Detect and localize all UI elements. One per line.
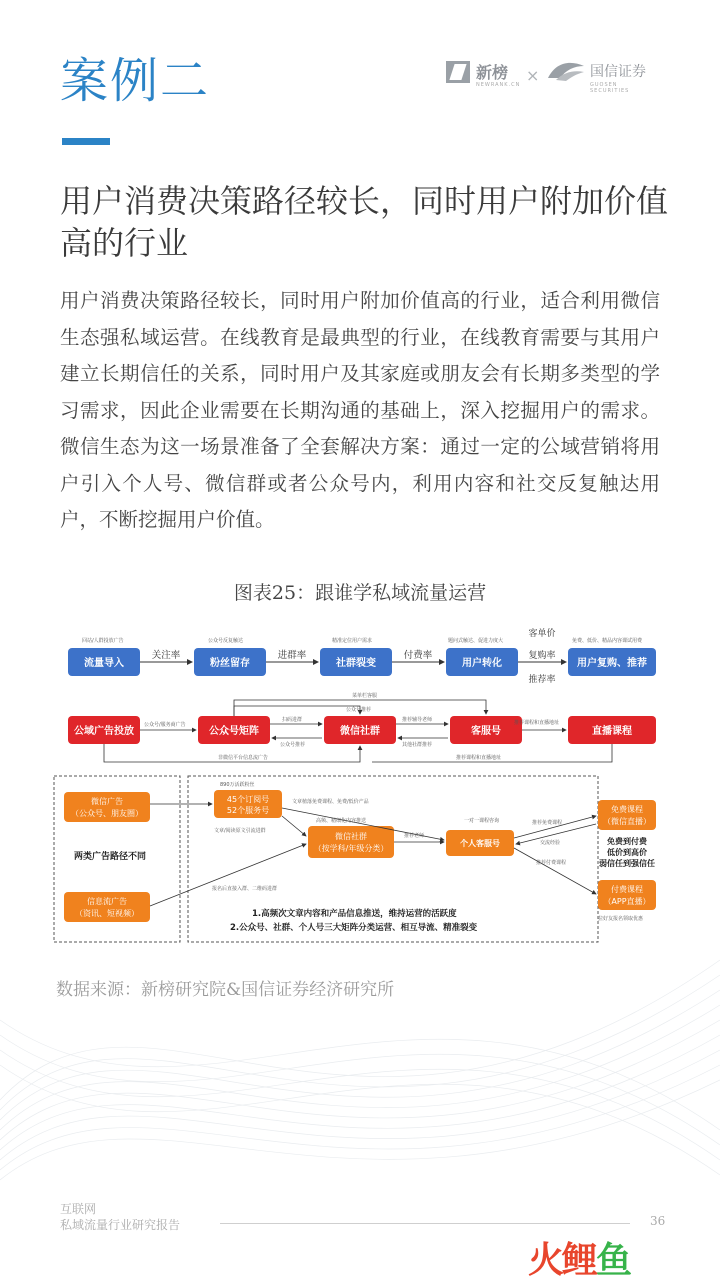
note-row2-j: 推荐课程和直播地址 xyxy=(456,755,502,761)
box-official-l1: 45个订阅号 xyxy=(226,795,270,804)
box-community xyxy=(308,826,394,858)
note-row1-e: 免费、低价、精品内容课试用费 xyxy=(572,638,643,644)
newrank-mark-icon xyxy=(446,61,470,83)
guosen-mark-icon xyxy=(546,60,586,82)
brand-logos xyxy=(446,60,686,94)
note-row2-c: 公众号/服务商广告 xyxy=(144,722,186,728)
label-repurchase-rate: 复购率 xyxy=(528,651,556,661)
conversion-l2: 低价到高价 xyxy=(607,848,647,857)
box-free-l2: （微信直播） xyxy=(603,817,651,826)
node-user-conversion-label: 用户转化 xyxy=(462,658,502,669)
times-sign: × xyxy=(526,66,540,85)
node-live-course-label: 直播课程 xyxy=(592,726,632,737)
box-paid-l1: 付费课程 xyxy=(611,885,643,894)
body-paragraph: 用户消费决策路径较长，同时用户附加价值高的行业，适合利用微信生态强私域运营。在线教育是最典型的行业，在线教育需要与其用户建立长期信任的关系，同时用户及其家庭或朋友会有长期多类型的学习需求，因此企业需要在长期沟通的基础上，深入挖掘用户的需求。微信生态为这一场景准备了全套解决方案：通过一定的公域营销将用户引入个人号、微信群或者公众号内，利用内容和社交反复触达用户，不断挖掘用户价值。 xyxy=(60,289,660,531)
note-row2-g: 其他社群推荐 xyxy=(402,742,433,748)
box-wechat-ads-l2: （公众号、朋友圈） xyxy=(71,809,143,818)
case-title: 案例二 xyxy=(60,53,211,109)
footer-category: 互联网 xyxy=(60,1202,97,1216)
node-service-account-label: 客服号 xyxy=(471,726,501,737)
conversion-l3: 弱信任到强信任 xyxy=(599,859,655,868)
label-join-rate: 进群率 xyxy=(277,650,307,661)
conversion-l1: 免费到付费 xyxy=(607,837,647,846)
node-repurchase-label: 用户复购、推荐 xyxy=(577,658,647,669)
note-row2-b: 公众号推荐 xyxy=(346,707,372,713)
newrank-logo: 新榜 NEWRANK.CN xyxy=(446,60,508,83)
box-personal-label: 个人客服号 xyxy=(460,839,500,848)
note-b-4: 一对一课程咨询 xyxy=(464,818,500,824)
footer-report-title: 私域流量行业研究报告 xyxy=(60,1218,181,1232)
label-pay-rate: 付费率 xyxy=(403,650,433,661)
box-community-l2: （按学科/年级分类） xyxy=(313,844,389,853)
note-row1-c: 精准定位用户需求 xyxy=(332,638,373,644)
node-community-fission-label: 社群裂变 xyxy=(336,658,376,669)
box-official-l2: 52个服务号 xyxy=(226,806,270,815)
box-community-l1: 微信社群 xyxy=(335,832,367,841)
guosen-logo: 国信证券 GUOSEN SECURITIES xyxy=(546,60,646,82)
watermark-logo: 火鲤鱼 xyxy=(528,1240,631,1281)
note-row1-b: 公众号反复触达 xyxy=(208,638,244,644)
node-official-matrix-label: 公众号矩阵 xyxy=(209,726,259,737)
note-b-8: 报名后直接入群、二维码进群 xyxy=(212,886,278,892)
note-b-6: 交流经验 xyxy=(540,840,561,846)
headline: 用户消费决策路径较长，同时用户附加价值高的行业 xyxy=(60,182,669,262)
footer-divider xyxy=(220,1223,630,1224)
node-public-ads-label: 公域广告投放 xyxy=(74,726,134,737)
box-free-l1: 免费课程 xyxy=(611,805,643,814)
note-b-3: 推荐老师 xyxy=(404,833,425,839)
box-feed-ads-l1: 信息流广告 xyxy=(87,897,127,906)
label-referral-rate: 推荐率 xyxy=(528,675,556,685)
note-row2-a: 菜单栏客服 xyxy=(352,693,378,699)
label-avg-order: 客单价 xyxy=(528,629,556,639)
left-label: 两类广告路径不同 xyxy=(73,852,147,862)
note-b-9: 拉好友报名领取优惠 xyxy=(598,916,644,922)
page-number: 36 xyxy=(650,1214,666,1228)
note-row2-f: 推荐辅导老师 xyxy=(402,717,433,723)
accent-bar xyxy=(62,138,110,145)
note-b-2: 高频、精细化内容推送 xyxy=(316,818,367,824)
note-row2-i: 非微信平台信息流广告 xyxy=(218,755,269,761)
note-890w: 890万活跃粉丝 xyxy=(220,782,255,788)
box-paid-l2: （APP直播） xyxy=(603,897,651,906)
summary-line-1: 1.高频次文章内容和产品信息推送，维持运营的活跃度 xyxy=(252,909,457,919)
label-follow-rate: 关注率 xyxy=(151,650,181,661)
node-fan-retention-label: 粉丝留存 xyxy=(210,658,250,669)
node-wechat-community-label: 微信社群 xyxy=(340,726,380,737)
note-row1-d: 题问式触达、促进力度大 xyxy=(448,638,504,644)
note-b-0: 文章植落免费课程、免费/低价产品 xyxy=(292,799,369,805)
data-source: 数据来源：新榜研究院&国信证券经济研究所 xyxy=(56,980,395,1000)
node-traffic-import-label: 流量导入 xyxy=(84,658,124,669)
note-b-5: 推荐免费课程 xyxy=(532,820,563,826)
private-traffic-diagram xyxy=(52,620,664,950)
note-row2-h: 推荐课程和直播地址 xyxy=(514,720,560,726)
note-row2-d: 扫码进群 xyxy=(282,717,303,723)
box-feed-ads-l2: （资讯、短视频） xyxy=(75,909,139,918)
note-b-1: 文章/阅读原文引流进群 xyxy=(214,828,266,834)
note-row2-e: 公众号推荐 xyxy=(280,742,306,748)
note-row1-a: 回站/人群投放广告 xyxy=(82,638,124,644)
figure-caption: 图表25：跟谁学私域流量运营 xyxy=(233,582,487,604)
summary-line-2: 2.公众号、社群、个人号三大矩阵分类运营、相互导流、精准裂变 xyxy=(230,923,478,933)
box-wechat-ads-l1: 微信广告 xyxy=(91,797,123,806)
note-b-7: 推荐付费课程 xyxy=(536,860,567,866)
